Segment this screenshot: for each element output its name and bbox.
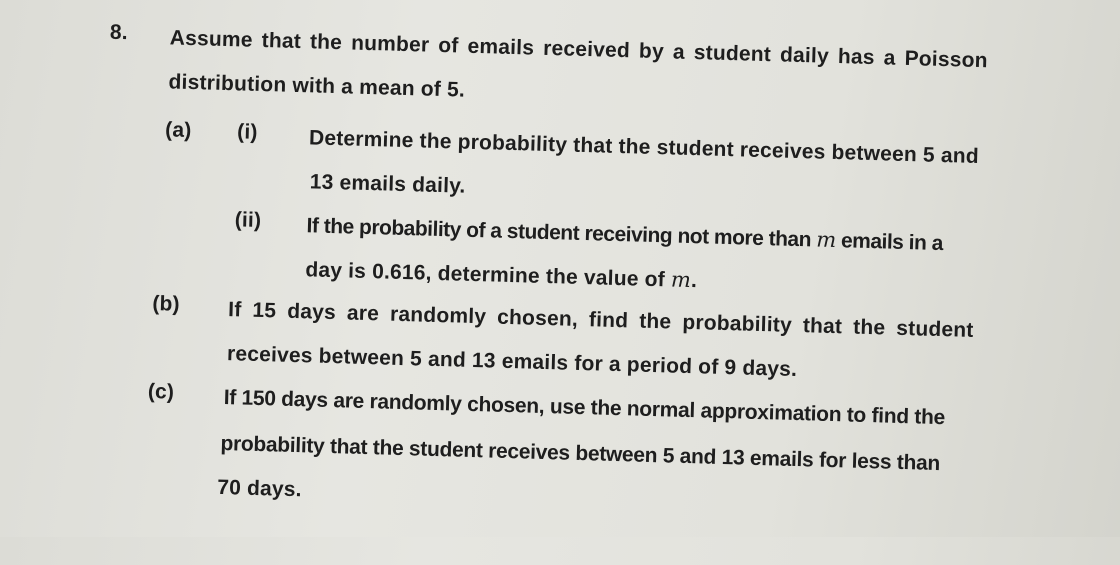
part-a-ii-line-2-start: day is 0.616, determine the value of [305,258,666,292]
part-b-line-2: receives between 5 and 13 emails for a period of 9 days. [226,342,798,382]
part-c-line-3: 70 days. [216,475,303,502]
intro-line-1: Assume that the number of emails received by a student daily has a Poisson [169,26,989,73]
part-c-line-2: probability that the student receives between 5 and 13 emails for less than [220,431,941,476]
question-number: 8. [109,20,129,45]
part-b-label: (b) [152,292,181,316]
part-a-ii-label: (ii) [234,208,262,233]
intro-line-2: distribution with a mean of 5. [168,70,466,102]
part-a-ii-line-1-start: If the probability of a student receiving not more than [306,214,812,252]
variable-m-2: m [670,267,692,293]
part-a-ii-line-2 [305,259,697,291]
part-a-ii-line-1 [306,215,943,254]
part-a-ii-line-2-end: . [690,269,698,293]
part-c-line-1: If 150 days are randomly chosen, use the normal approximation to find the [223,386,946,430]
part-a-i-line-1: Determine the probability that the student receives between 5 and [308,126,980,169]
part-a-i-label: (i) [236,120,258,144]
part-a-label: (a) [164,118,192,143]
part-c-label: (c) [147,379,175,404]
variable-m: m [815,227,837,253]
part-b-line-1: If 15 days are randomly chosen, find the probability that the student [227,298,974,342]
part-a-i-line-2: 13 emails daily. [309,170,466,198]
part-a-ii-line-1-end: emails in a [840,229,944,256]
